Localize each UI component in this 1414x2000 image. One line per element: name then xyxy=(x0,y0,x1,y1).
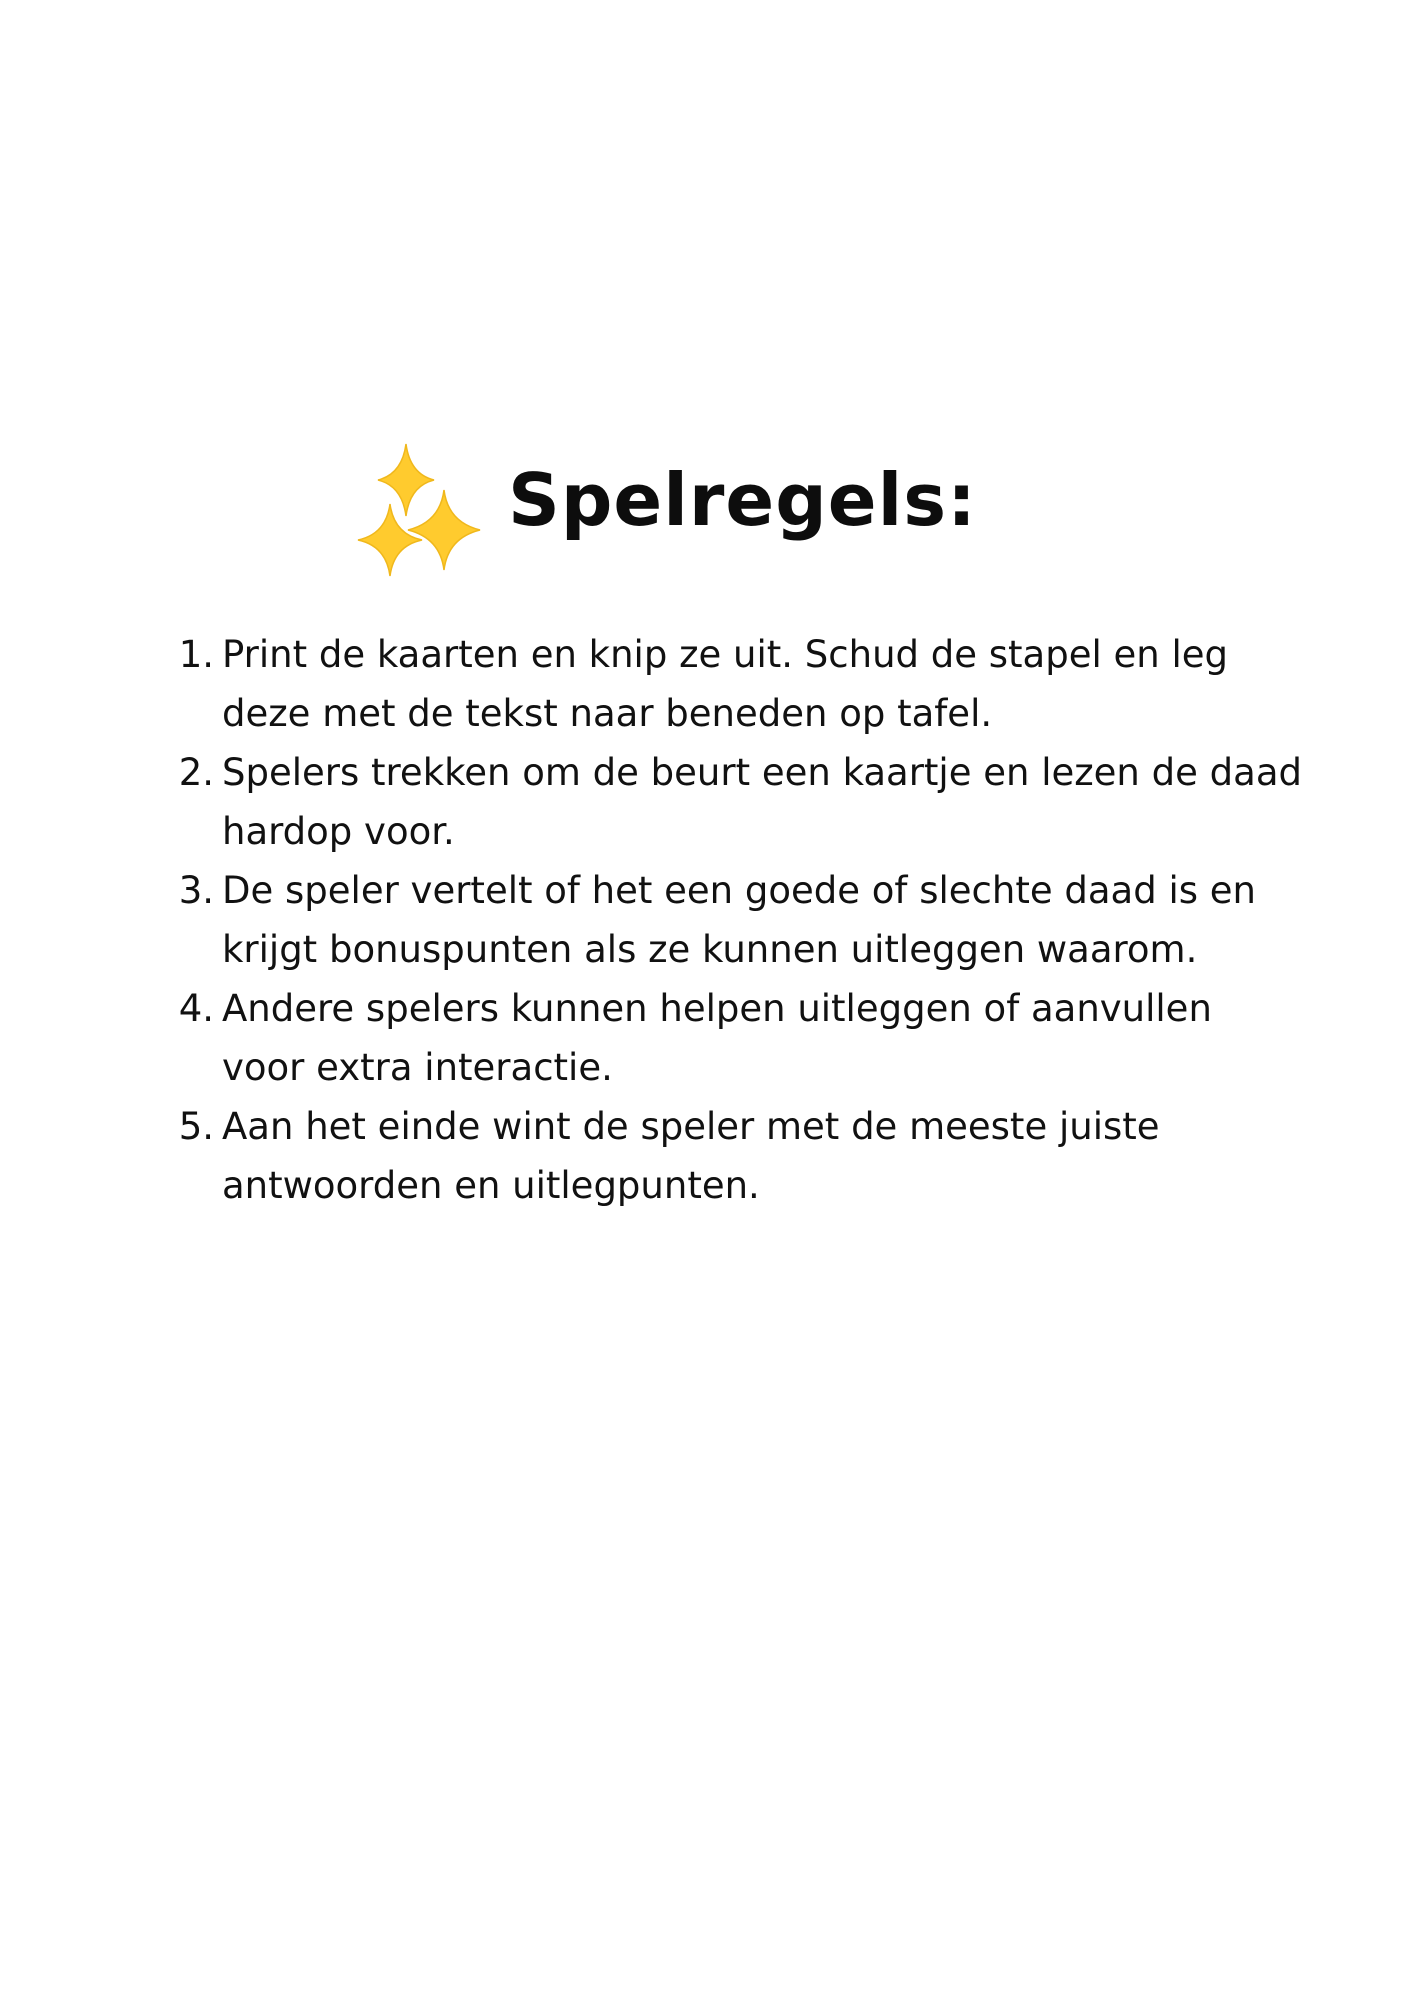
sparkles-icon xyxy=(348,440,486,580)
rule-text: De speler vertelt of het een goede of slechte daad is en krijgt bonuspunten als ze kunnen uitleggen waarom. xyxy=(222,869,1256,971)
rule-text: Print de kaarten en knip ze uit. Schud de stapel en leg deze met de tekst naar beneden op tafel. xyxy=(222,633,1229,735)
list-item xyxy=(172,743,1302,861)
rule-text: Aan het einde wint de speler met de meeste juiste antwoorden en uitlegpunten. xyxy=(222,1105,1160,1207)
rules-list xyxy=(172,625,1302,1215)
rule-text: Spelers trekken om de beurt een kaartje en lezen de daad hardop voor. xyxy=(222,751,1302,853)
list-item xyxy=(172,625,1302,743)
sparkle-small xyxy=(378,444,434,516)
rule-text: Andere spelers kunnen helpen uitleggen of aanvullen voor extra interactie. xyxy=(222,987,1212,1089)
page-title: Spelregels: xyxy=(508,458,977,542)
sparkle-left xyxy=(358,504,422,576)
list-item xyxy=(172,979,1302,1097)
rule-number: 4. xyxy=(178,987,214,1030)
rule-number: 2. xyxy=(178,751,214,794)
rule-number: 5. xyxy=(178,1105,214,1148)
title-row xyxy=(348,440,977,580)
list-item xyxy=(172,861,1302,979)
rule-number: 1. xyxy=(178,633,214,676)
rule-number: 3. xyxy=(178,869,214,912)
list-item xyxy=(172,1097,1302,1215)
sparkle-right xyxy=(408,490,480,570)
